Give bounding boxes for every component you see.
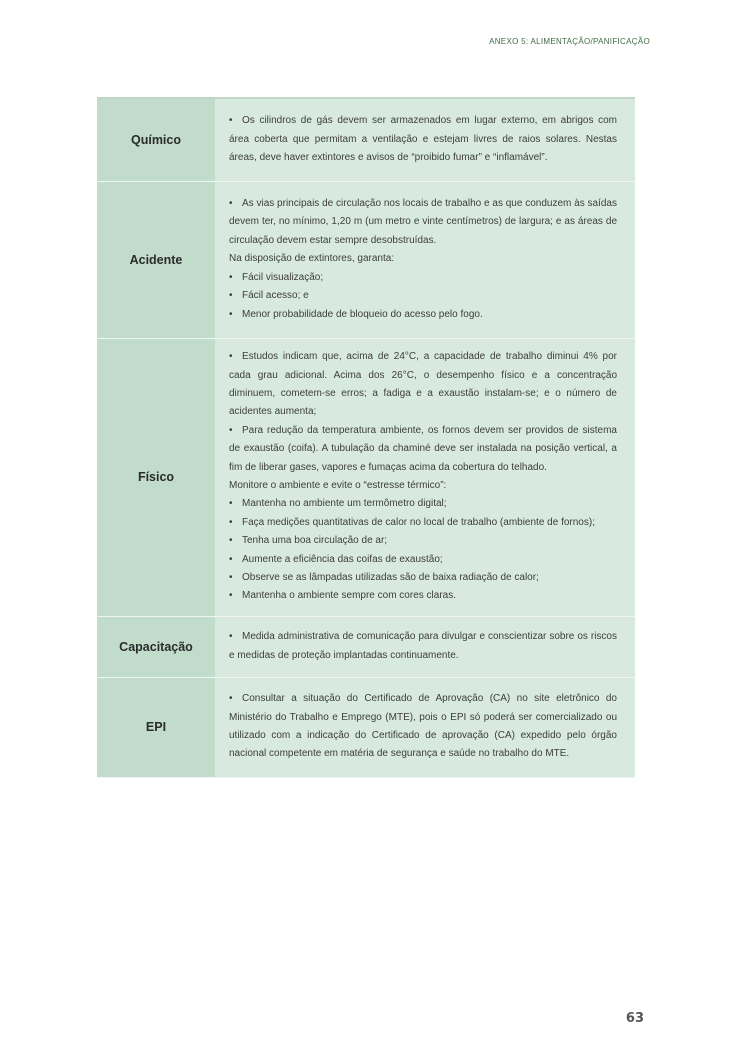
risk-content (215, 181, 635, 338)
risk-content (215, 98, 635, 181)
risk-content (215, 338, 635, 616)
bullet-item: • Fácil acesso; e (229, 287, 617, 305)
bullet-item: • Mantenha o ambiente sempre com cores claras. (229, 587, 617, 605)
risk-table-body (97, 98, 635, 777)
bullet-item: • Menor probabilidade de bloqueio do acesso pelo fogo. (229, 306, 617, 324)
bullet-item: • Os cilindros de gás devem ser armazenados em lugar externo, em abrigos com área coberta que permitam a ventilação e estejam livres de raios solares. Nestas áreas, deve haver extintores e avisos de “proibido fumar” e “inflamável”. (229, 112, 617, 167)
bullet-item: • Para redução da temperatura ambiente, os fornos devem ser providos de sistema de exaustão (coifa). A tubulação da chaminé deve ser instalada na posição vertical, a fim de liberar gases, vapores e fumaças acima da cobertura do telhado. (229, 422, 617, 477)
risk-label: Químico (97, 98, 215, 181)
paragraph: Monitore o ambiente e evite o “estresse térmico”: (229, 480, 447, 491)
bullet-item: • Faça medições quantitativas de calor no local de trabalho (ambiente de fornos); (229, 514, 617, 532)
risk-label: Capacitação (97, 616, 215, 677)
page-number: 63 (625, 1011, 644, 1026)
risk-label: Físico (97, 338, 215, 616)
running-header: ANEXO 5: ALIMENTAÇÃO/PANIFICAÇÃO (489, 37, 650, 46)
bullet-item: • Fácil visualização; (229, 269, 617, 287)
bullet-item: • Aumente a eficiência das coifas de exaustão; (229, 551, 617, 569)
risk-content (215, 677, 635, 777)
risk-row-capacitacao (97, 616, 635, 677)
risk-row-acidente (97, 181, 635, 338)
risk-label: Acidente (97, 181, 215, 338)
bullet-item: • Estudos indicam que, acima de 24°C, a capacidade de trabalho diminui 4% por cada grau adicional. Acima dos 26°C, o desempenho físico e a concentração diminuem, cometem-se erros; a fadiga e a exaustão instalam-se; e o número de acidentes aumenta; (229, 348, 617, 422)
risk-table (97, 97, 635, 778)
risk-row-quimico (97, 98, 635, 181)
risk-row-fisico (97, 338, 635, 616)
bullet-item: • Observe se as lâmpadas utilizadas são de baixa radiação de calor; (229, 569, 617, 587)
paragraph: Na disposição de extintores, garanta: (229, 253, 395, 265)
bullet-item: • Mantenha no ambiente um termômetro digital; (229, 495, 617, 513)
bullet-item: • As vias principais de circulação nos locais de trabalho e as que conduzem às saídas devem ter, no mínimo, 1,20 m (um metro e vinte centímetros) de largura; e as áreas de circulação devem estar sempre desobstruídas. (229, 195, 617, 250)
bullet-item: • Tenha uma boa circulação de ar; (229, 532, 617, 550)
risk-row-epi (97, 677, 635, 777)
bullet-item: • Consultar a situação do Certificado de Aprovação (CA) no site eletrônico do Ministério do Trabalho e Emprego (MTE), pois o EPI só poderá ser comercializado ou utilizado com a indicação do Certificado de aprovação (CA) expedido pelo órgão nacional competente em matéria de segurança e saúde no trabalho do MTE. (229, 690, 617, 764)
bullet-item: • Medida administrativa de comunicação para divulgar e conscientizar sobre os riscos e medidas de proteção implantadas continuamente. (229, 628, 617, 665)
risk-label: EPI (97, 677, 215, 777)
risk-content (215, 616, 635, 677)
